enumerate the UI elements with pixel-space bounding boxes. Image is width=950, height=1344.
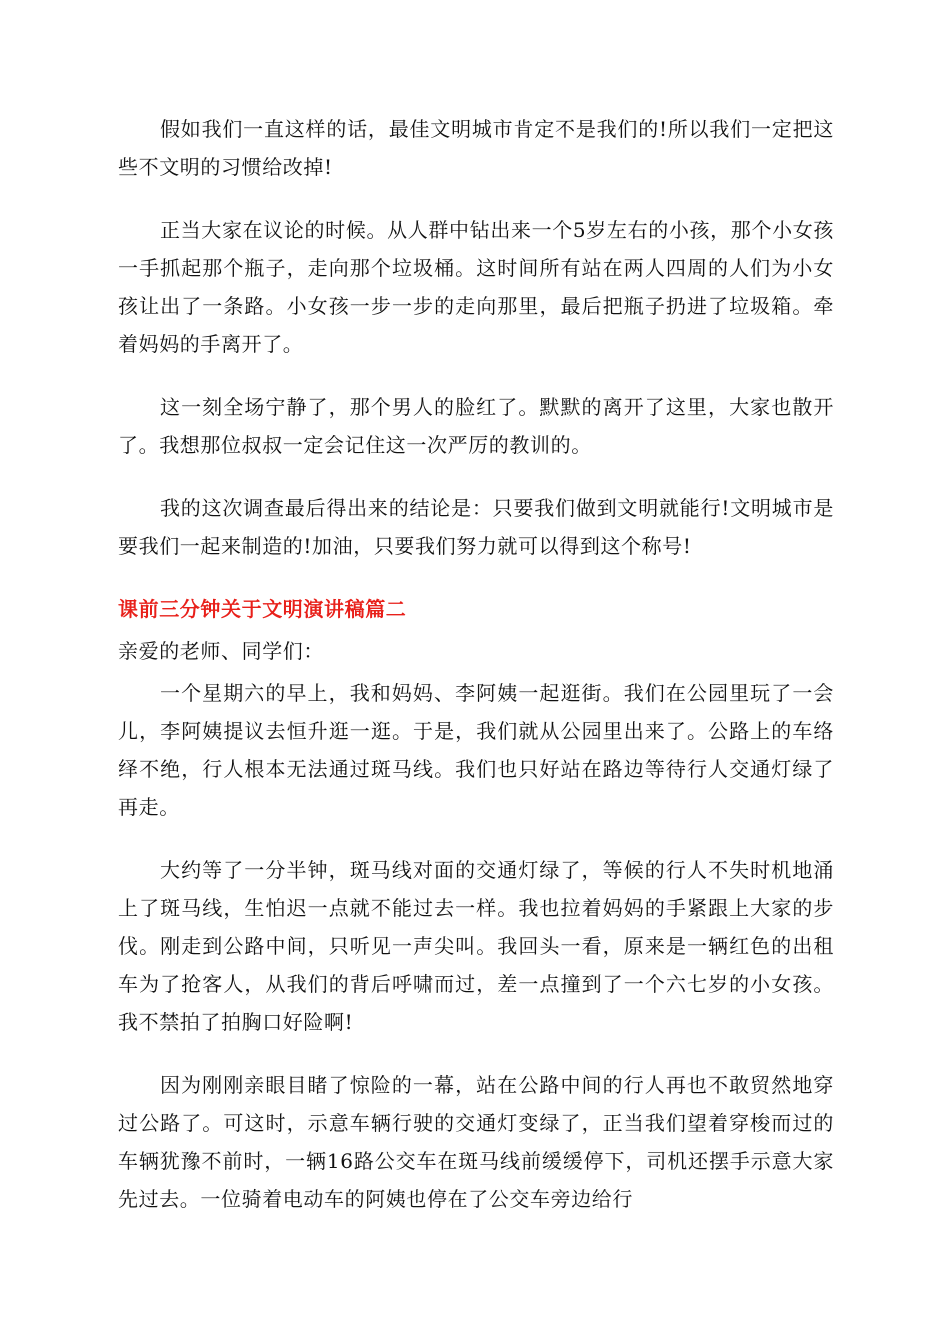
paragraph-1: 假如我们一直这样的话，最佳文明城市肯定不是我们的!所以我们一定把这些不文明的习惯给改掉!	[118, 117, 834, 179]
paragraph-2: 正当大家在议论的时候。从人群中钻出来一个5岁左右的小孩，那个小女孩一手抓起那个瓶子，走向那个垃圾桶。这时间所有站在两人四周的人们为小女孩让出了一条路。小女孩一步一步的走向那里，最后把瓶子扔进了垃圾箱。牵着妈妈的手离开了。	[118, 218, 834, 356]
paragraph-7: 因为刚刚亲眼目睹了惊险的一幕，站在公路中间的行人再也不敢贸然地穿过公路了。可这时，示意车辆行驶的交通灯变绿了，正当我们望着穿梭而过的车辆犹豫不前时，一辆16路公交车在斑马线前缓缓停下，司机还摆手示意大家先过去。一位骑着电动车的阿姨也停在了公交车旁边给行	[118, 1073, 834, 1211]
paragraph-4: 我的这次调查最后得出来的结论是：只要我们做到文明就能行!文明城市是要我们一起来制造的!加油，只要我们努力就可以得到这个称号!	[118, 496, 834, 558]
salutation: 亲爱的老师、同学们：	[118, 639, 324, 663]
document-page	[118, 110, 834, 1218]
paragraph-5: 一个星期六的早上，我和妈妈、李阿姨一起逛街。我们在公园里玩了一会儿，李阿姨提议去恒升逛一逛。于是，我们就从公园里出来了。公路上的车络绎不绝，行人根本无法通过斑马线。我们也只好站在路边等待行人交通灯绿了再走。	[118, 681, 834, 819]
paragraph-6: 大约等了一分半钟，斑马线对面的交通灯绿了，等候的行人不失时机地涌上了斑马线，生怕迟一点就不能过去一样。我也拉着妈妈的手紧跟上大家的步伐。刚走到公路中间，只听见一声尖叫。我回头一看，原来是一辆红色的出租车为了抢客人，从我们的背后呼啸而过，差一点撞到了一个六七岁的小女孩。我不禁拍了拍胸口好险啊!	[118, 858, 834, 1034]
section-heading: 课前三分钟关于文明演讲稿篇二	[118, 597, 407, 621]
paragraph-3: 这一刻全场宁静了，那个男人的脸红了。默默的离开了这里，大家也散开了。我想那位叔叔一定会记住这一次严厉的教训的。	[118, 395, 834, 457]
